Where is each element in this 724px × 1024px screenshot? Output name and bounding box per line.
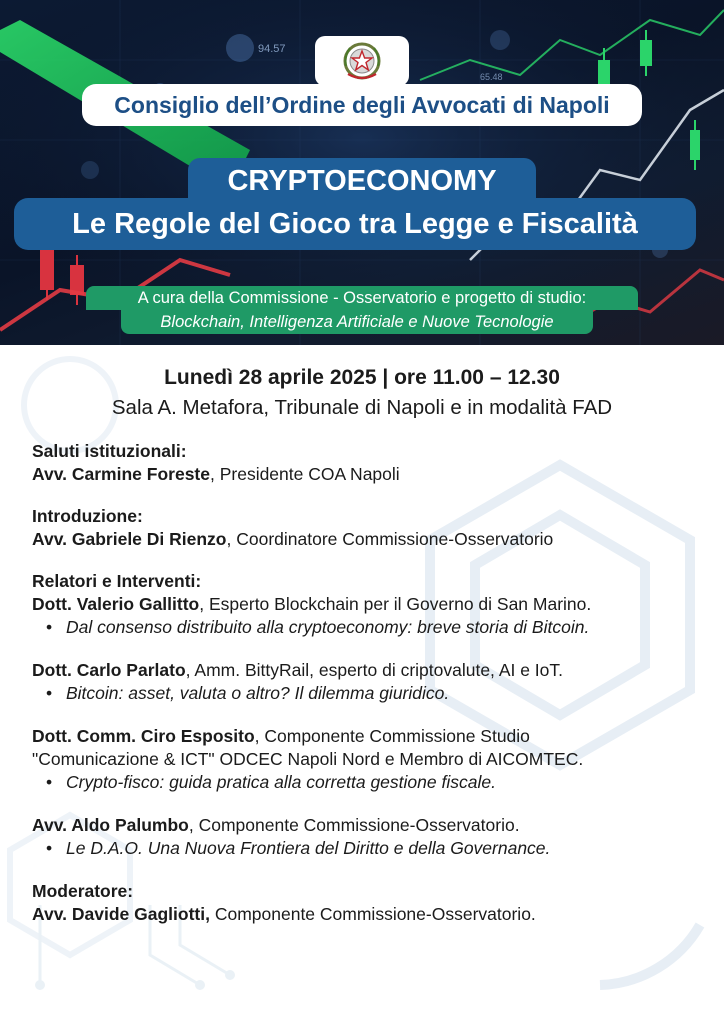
curated-by-line: A cura della Commissione - Osservatorio e progetto di studio:	[86, 286, 638, 310]
greetings-section	[32, 440, 712, 486]
emblem-badge	[315, 36, 409, 86]
speaker-name: Avv. Davide Gagliotti,	[32, 904, 210, 924]
speaker-line	[32, 814, 712, 837]
speaker-name: Dott. Carlo Parlato	[32, 660, 186, 680]
talk-title: • Bitcoin: asset, valuta o altro? Il dilemma giuridico.	[32, 682, 712, 705]
study-topics-line: Blockchain, Intelligenza Artificiale e Nuove Tecnologie	[121, 310, 593, 334]
speaker-role-continued: "Comunicazione & ICT" ODCEC Napoli Nord e Membro di AICOMTEC.	[32, 749, 584, 769]
speaker-line	[32, 463, 712, 486]
section-title: Saluti istituzionali:	[32, 441, 187, 461]
header-banner	[0, 0, 724, 345]
speaker-entry	[32, 814, 712, 860]
talk-title: • Dal consenso distribuito alla cryptoeconomy: breve storia di Bitcoin.	[32, 616, 712, 639]
speaker-role: , Componente Commissione Studio	[254, 726, 530, 746]
speaker-name: Avv. Carmine Foreste	[32, 464, 210, 484]
ticker-value-2: 65.48	[480, 72, 503, 82]
speaker-name: Dott. Comm. Ciro Esposito	[32, 726, 255, 746]
speakers-section	[32, 570, 712, 860]
speaker-line	[32, 903, 712, 926]
program	[32, 440, 712, 945]
section-title: Moderatore:	[32, 881, 134, 901]
speaker-entry	[32, 593, 712, 639]
speaker-role: , Coordinatore Commissione-Osservatorio	[226, 529, 554, 549]
event-title-subtitle: Le Regole del Gioco tra Legge e Fiscalità	[14, 198, 696, 250]
speaker-role: , Amm. BittyRail, esperto di criptovalute, AI e IoT.	[185, 660, 564, 680]
event-title-main: CRYPTOECONOMY	[188, 158, 536, 204]
speaker-name: Avv. Aldo Palumbo	[32, 815, 189, 835]
section-title: Introduzione:	[32, 506, 143, 526]
section-title: Relatori e Interventi:	[32, 571, 202, 591]
introduction-section	[32, 505, 712, 551]
speaker-role: Componente Commissione-Osservatorio.	[209, 904, 536, 924]
speaker-name: Dott. Valerio Gallitto	[32, 594, 200, 614]
event-venue: Sala A. Metafora, Tribunale di Napoli e in modalità FAD	[111, 396, 613, 419]
speaker-entry	[32, 725, 712, 794]
speaker-role: , Presidente COA Napoli	[209, 464, 400, 484]
speaker-line	[32, 528, 712, 551]
speaker-line	[32, 659, 712, 682]
event-date-time: Lunedì 28 aprile 2025 | ore 11.00 – 12.30	[164, 366, 560, 389]
talk-title: • Le D.A.O. Una Nuova Frontiera del Diritto e della Governance.	[32, 837, 712, 860]
speaker-role: , Esperto Blockchain per il Governo di San Marino.	[199, 594, 592, 614]
italian-republic-emblem-icon	[342, 40, 382, 82]
organization-name: Consiglio dell’Ordine degli Avvocati di Napoli	[82, 84, 642, 126]
speaker-entry	[32, 659, 712, 705]
speaker-role: , Componente Commissione-Osservatorio.	[188, 815, 520, 835]
moderator-section	[32, 880, 712, 926]
speaker-line	[32, 725, 712, 748]
speaker-line	[32, 593, 712, 616]
ticker-value-1: 94.57	[258, 43, 286, 55]
speaker-name: Avv. Gabriele Di Rienzo	[32, 529, 227, 549]
talk-title: • Crypto-fisco: guida pratica alla corretta gestione fiscale.	[32, 771, 712, 794]
